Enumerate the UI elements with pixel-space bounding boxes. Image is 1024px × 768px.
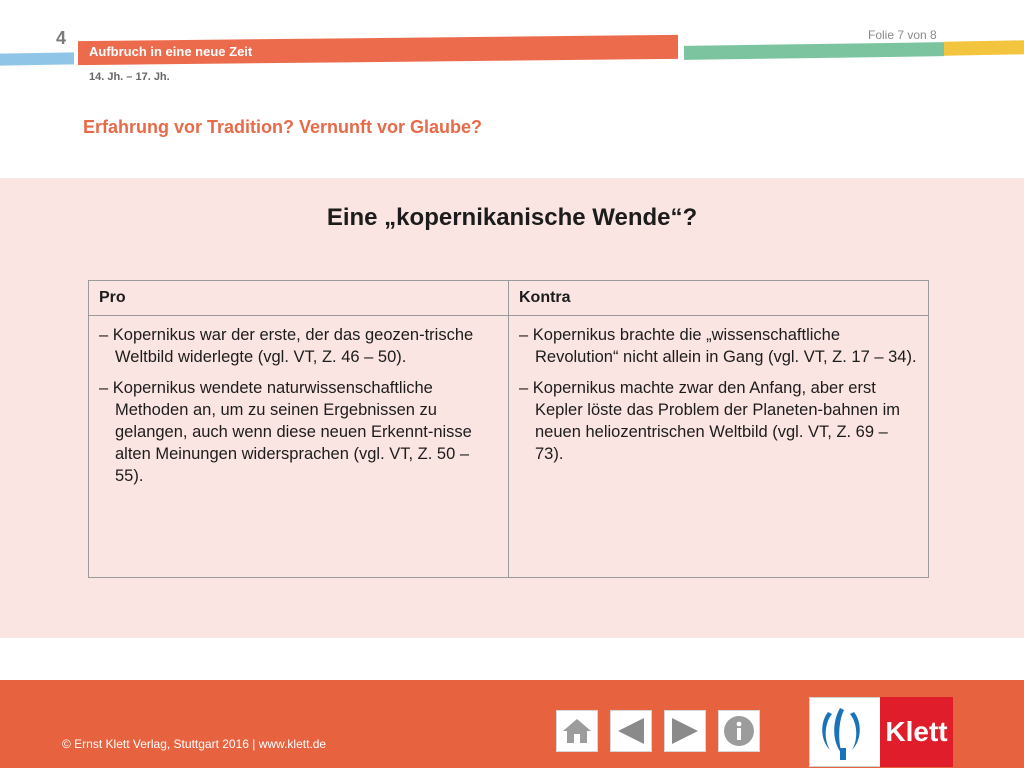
home-button[interactable] (556, 710, 598, 752)
pro-cell (89, 316, 509, 578)
slide-heading: Eine „kopernikanische Wende“? (326, 204, 698, 231)
klett-emblem-icon (810, 698, 880, 766)
table-header-kontra: Kontra (509, 281, 929, 316)
copyright-notice: © Ernst Klett Verlag, Stuttgart 2016 | www.klett.de (62, 737, 327, 751)
kontra-argument: – Kopernikus brachte die „wissenschaftliche Revolution“ nicht allein in Gang (vgl. VT, Z. 17 – 34). (519, 326, 917, 366)
decor-stripe-yellow (944, 40, 1024, 55)
next-slide-button[interactable] (664, 710, 706, 752)
slide-counter: Folie 7 von 8 (868, 28, 937, 42)
decor-stripe-green (684, 42, 944, 60)
decor-stripe-blue (0, 52, 74, 65)
arrow-left-icon (614, 714, 648, 748)
slide-subtitle: Erfahrung vor Tradition? Vernunft vor Glaube? (83, 117, 483, 137)
pro-contra-table (88, 280, 929, 578)
table-header-row (89, 281, 929, 316)
table-row (89, 316, 929, 578)
kontra-cell (509, 316, 929, 578)
pro-argument: – Kopernikus war der erste, der das geozen-trische Weltbild widerlegte (vgl. VT, Z. 46 – 50). (99, 326, 474, 366)
previous-slide-button[interactable] (610, 710, 652, 752)
table-header-pro: Pro (89, 281, 509, 316)
arrow-right-icon (668, 714, 702, 748)
chapter-number: 4 (56, 28, 67, 48)
pro-argument: – Kopernikus wendete naturwissenschaftliche Methoden an, um zu seinen Ergebnissen zu gelangen, auch wenn diese neuen Erkennt-nisse alten Meinungen widersprachen (vgl. VT, Z. 50 – 55). (99, 379, 472, 485)
info-button[interactable] (718, 710, 760, 752)
chapter-title: Aufbruch in eine neue Zeit (89, 44, 253, 59)
home-icon (560, 714, 594, 748)
klett-wordmark: Klett (880, 697, 953, 767)
period-label: 14. Jh. – 17. Jh. (89, 71, 170, 83)
info-icon (722, 714, 756, 748)
kontra-argument: – Kopernikus machte zwar den Anfang, aber erst Kepler löste das Problem der Planeten-bahnen im neuen heliozentrischen Weltbild (vgl. VT, Z. 69 – 73). (519, 379, 901, 463)
